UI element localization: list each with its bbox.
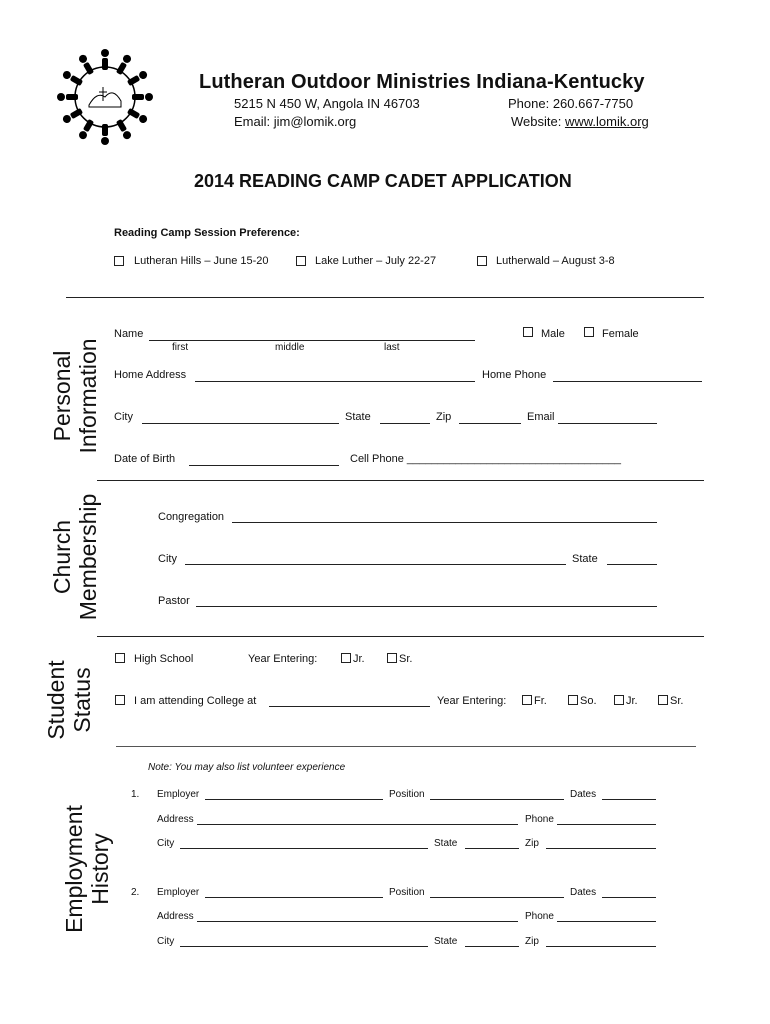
employer-1-field[interactable] xyxy=(205,799,383,800)
college-year-entering-label: Year Entering: xyxy=(437,695,507,707)
session-checkbox-2[interactable] xyxy=(296,256,306,266)
organization-address: 5215 N 450 W, Angola IN 46703 xyxy=(234,96,420,111)
position-1-label: Position xyxy=(389,789,425,800)
church-membership-heading xyxy=(49,472,101,642)
employer-2-phone-label: Phone xyxy=(525,911,554,922)
employer-1-number: 1. xyxy=(131,789,140,800)
dates-1-field[interactable] xyxy=(602,799,656,800)
divider xyxy=(97,636,704,637)
college-sr-label: Sr. xyxy=(670,695,684,707)
home-address-field[interactable] xyxy=(195,381,475,382)
employer-2-address-label: Address xyxy=(157,911,194,922)
dates-2-field[interactable] xyxy=(602,897,656,898)
dates-2-label: Dates xyxy=(570,887,597,898)
employer-1-city-field[interactable] xyxy=(180,848,428,849)
city-label: City xyxy=(114,411,133,423)
church-state-field[interactable] xyxy=(607,564,657,565)
employer-2-city-field[interactable] xyxy=(180,946,428,947)
organization-logo xyxy=(55,47,155,147)
congregation-label: Congregation xyxy=(158,511,225,523)
college-fr-label: Fr. xyxy=(534,695,547,707)
email-label: Email xyxy=(527,411,555,423)
name-field[interactable] xyxy=(149,340,475,341)
first-name-caption: first xyxy=(172,342,189,353)
position-1-field[interactable] xyxy=(430,799,564,800)
section-title-line2: Membership xyxy=(75,493,101,621)
hs-sr-checkbox[interactable] xyxy=(387,653,397,663)
high-school-label: High School xyxy=(134,653,194,665)
church-city-field[interactable] xyxy=(185,564,566,565)
cell-phone-label[interactable]: Cell Phone ___________________________________ xyxy=(350,453,621,465)
section-title-line1: Student xyxy=(43,660,69,740)
section-title-line1: Personal xyxy=(49,350,75,442)
student-status-heading xyxy=(43,630,95,770)
employer-2-zip-label: Zip xyxy=(525,936,539,947)
organization-email: Email: jim@lomik.org xyxy=(234,114,357,129)
employer-2-label: Employer xyxy=(157,887,200,898)
section-title-line2: History xyxy=(87,833,113,905)
session-option-2: Lake Luther – July 22-27 xyxy=(315,255,437,267)
organization-website xyxy=(511,114,649,129)
email-field[interactable] xyxy=(558,423,657,424)
employer-2-state-label: State xyxy=(434,936,458,947)
employer-1-address-field[interactable] xyxy=(197,824,518,825)
state-field[interactable] xyxy=(380,423,430,424)
employer-2-address-field[interactable] xyxy=(197,921,518,922)
zip-field[interactable] xyxy=(459,423,521,424)
female-label: Female xyxy=(602,328,639,340)
college-checkbox[interactable] xyxy=(115,695,125,705)
employer-1-address-label: Address xyxy=(157,814,194,825)
pastor-label: Pastor xyxy=(158,595,190,607)
zip-label: Zip xyxy=(436,411,452,423)
female-checkbox[interactable] xyxy=(584,327,594,337)
divider xyxy=(97,480,704,481)
dob-field[interactable] xyxy=(189,465,339,466)
section-title-line1: Employment xyxy=(61,805,87,933)
city-field[interactable] xyxy=(142,423,339,424)
college-so-checkbox[interactable] xyxy=(568,695,578,705)
form-title: 2014 READING CAMP CADET APPLICATION xyxy=(194,171,572,191)
employer-1-zip-label: Zip xyxy=(525,838,539,849)
organization-name: Lutheran Outdoor Ministries Indiana-Kentucky xyxy=(199,71,645,93)
hs-jr-label: Jr. xyxy=(353,653,365,665)
position-2-field[interactable] xyxy=(430,897,564,898)
last-name-caption: last xyxy=(384,342,400,353)
employer-2-zip-field[interactable] xyxy=(546,946,656,947)
divider xyxy=(116,746,696,747)
employer-1-label: Employer xyxy=(157,789,200,800)
home-address-label: Home Address xyxy=(114,369,187,381)
employer-1-phone-label: Phone xyxy=(525,814,554,825)
employer-1-state-field[interactable] xyxy=(465,848,519,849)
dates-1-label: Dates xyxy=(570,789,597,800)
employment-history-heading xyxy=(61,794,113,944)
name-label: Name xyxy=(114,328,144,340)
home-phone-label: Home Phone xyxy=(482,369,547,381)
high-school-checkbox[interactable] xyxy=(115,653,125,663)
hs-jr-checkbox[interactable] xyxy=(341,653,351,663)
congregation-field[interactable] xyxy=(232,522,657,523)
dob-label: Date of Birth xyxy=(114,453,176,465)
website-link[interactable]: www.lomik.org xyxy=(564,114,649,129)
employer-1-zip-field[interactable] xyxy=(546,848,656,849)
college-name-field[interactable] xyxy=(269,706,430,707)
pastor-field[interactable] xyxy=(196,606,657,607)
employer-2-state-field[interactable] xyxy=(465,946,519,947)
home-phone-field[interactable] xyxy=(553,381,702,382)
session-option-1: Lutheran Hills – June 15-20 xyxy=(134,255,269,267)
employment-note: Note: You may also list volunteer experience xyxy=(148,762,346,773)
college-label: I am attending College at xyxy=(134,695,257,707)
employer-1-phone-field[interactable] xyxy=(557,824,656,825)
position-2-label: Position xyxy=(389,887,425,898)
employer-1-city-label: City xyxy=(157,838,175,849)
session-checkbox-3[interactable] xyxy=(477,256,487,266)
college-sr-checkbox[interactable] xyxy=(658,695,668,705)
employer-2-number: 2. xyxy=(131,887,140,898)
employer-1-state-label: State xyxy=(434,838,458,849)
section-title-line1: Church xyxy=(49,519,75,595)
college-jr-checkbox[interactable] xyxy=(614,695,624,705)
session-checkbox-1[interactable] xyxy=(114,256,124,266)
section-title-line2: Information xyxy=(75,338,101,454)
employer-2-city-label: City xyxy=(157,936,175,947)
middle-name-caption: middle xyxy=(275,342,305,353)
college-jr-label: Jr. xyxy=(626,695,638,707)
college-fr-checkbox[interactable] xyxy=(522,695,532,705)
session-preference-label: Reading Camp Session Preference: xyxy=(114,227,300,239)
session-option-3: Lutherwald – August 3-8 xyxy=(496,255,615,267)
employer-2-field[interactable] xyxy=(205,897,383,898)
state-label: State xyxy=(345,411,371,423)
organization-phone: Phone: 260.667-7750 xyxy=(508,96,634,111)
section-title-line2: Status xyxy=(69,667,95,733)
male-checkbox[interactable] xyxy=(523,327,533,337)
employer-2-phone-field[interactable] xyxy=(557,921,656,922)
personal-information-heading xyxy=(49,316,101,476)
male-label: Male xyxy=(541,328,565,340)
hs-sr-label: Sr. xyxy=(399,653,413,665)
college-so-label: So. xyxy=(580,695,597,707)
hs-year-entering-label: Year Entering: xyxy=(248,653,318,665)
church-city-label: City xyxy=(158,553,177,565)
divider xyxy=(66,297,704,298)
church-state-label: State xyxy=(572,553,598,565)
website-prefix: Website: xyxy=(511,114,565,129)
